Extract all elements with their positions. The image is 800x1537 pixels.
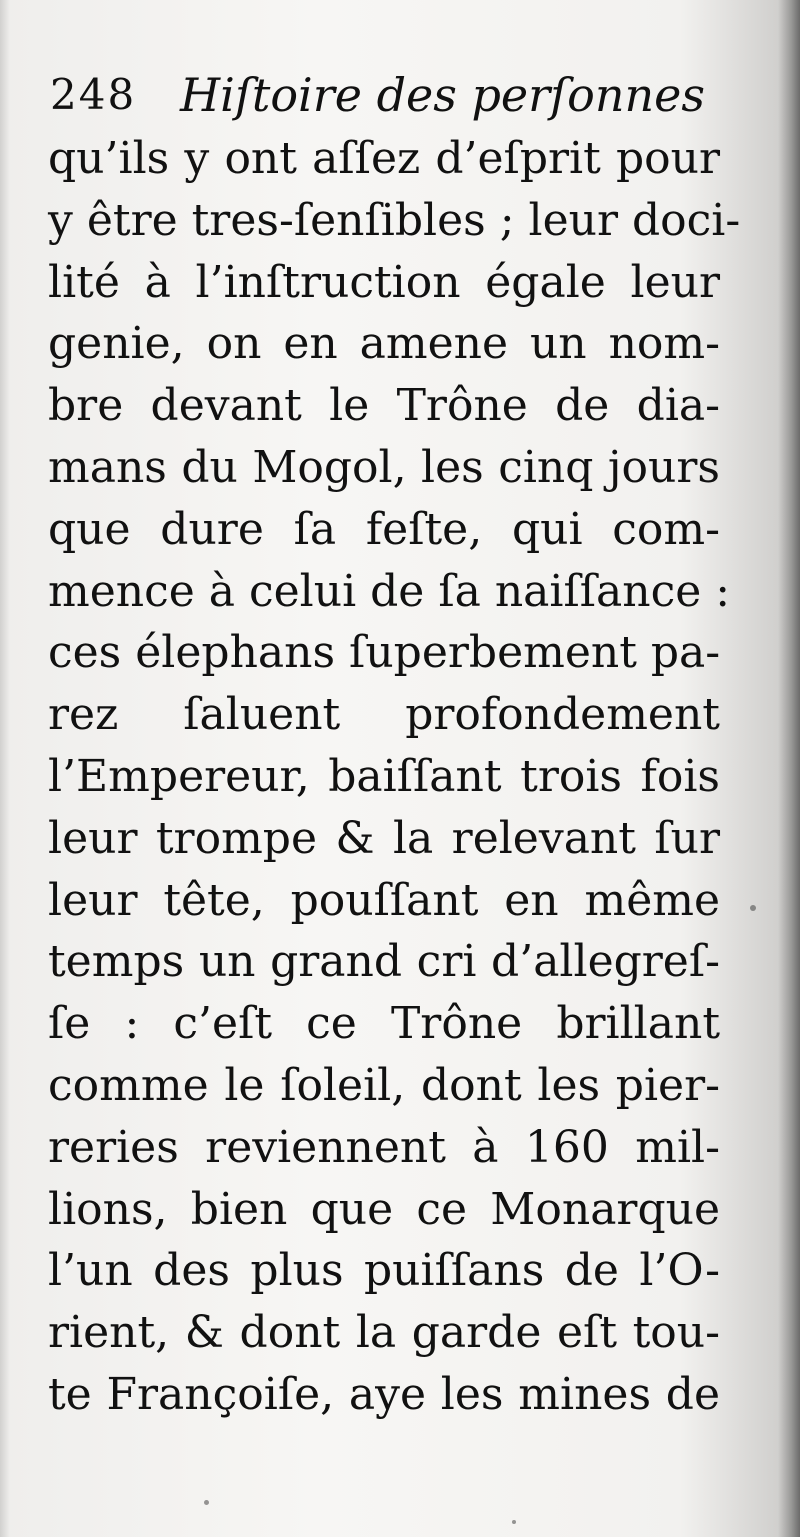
text-line: leur tête, pouſſant en même [48, 874, 720, 926]
text-line: ſe : c’eſt ce Trône brillant [48, 998, 720, 1050]
text-line: mans du Mogol, les cinq jours [48, 441, 720, 493]
page-number: 248 [50, 70, 137, 119]
text-line: qu’ils y ont aſſez d’eſprit pour [48, 133, 720, 184]
page-left-shadow [0, 0, 10, 1537]
text-line: que dure ſa feſte, qui com- [48, 503, 720, 555]
paper-speck [512, 1520, 516, 1524]
page-right-shadow [778, 0, 800, 1537]
text-line: y être tres-ſenſibles ; leur doci- [48, 194, 741, 246]
body-text [48, 128, 741, 1426]
text-line: te Françoiſe, aye les mines de [48, 1368, 720, 1420]
text-line: l’Empereur, baiſſant trois fois [48, 750, 720, 802]
text-line: l’un des plus puiſſans de l’O- [48, 1245, 720, 1297]
text-line: lions, bien que ce Monarque [48, 1183, 720, 1235]
paper-speck [204, 1500, 209, 1505]
text-line: lité à l’inſtruction égale leur [48, 256, 720, 308]
text-line: comme le ſoleil, dont les pier- [48, 1059, 720, 1111]
text-line: bre devant le Trône de dia- [48, 380, 720, 432]
text-line: leur trompe & la relevant ſur [48, 812, 720, 864]
text-line: rient, & dont la garde eſt tou- [48, 1307, 720, 1359]
text-line: genie, on en amene un nom- [48, 318, 720, 370]
text-line: reries reviennent à 160 mil- [48, 1121, 720, 1173]
text-line: temps un grand cri d’allegreſ- [48, 936, 720, 988]
page-header [40, 60, 740, 130]
running-title: Hiſtoire des perſonnes [180, 68, 705, 122]
text-line: mence à celui de ſa naiſſance : [48, 565, 731, 617]
text-line: rez ſaluent profondement [48, 689, 720, 741]
text-line: ces élephans ſuperbement pa- [48, 627, 721, 679]
paper-speck [750, 905, 756, 911]
